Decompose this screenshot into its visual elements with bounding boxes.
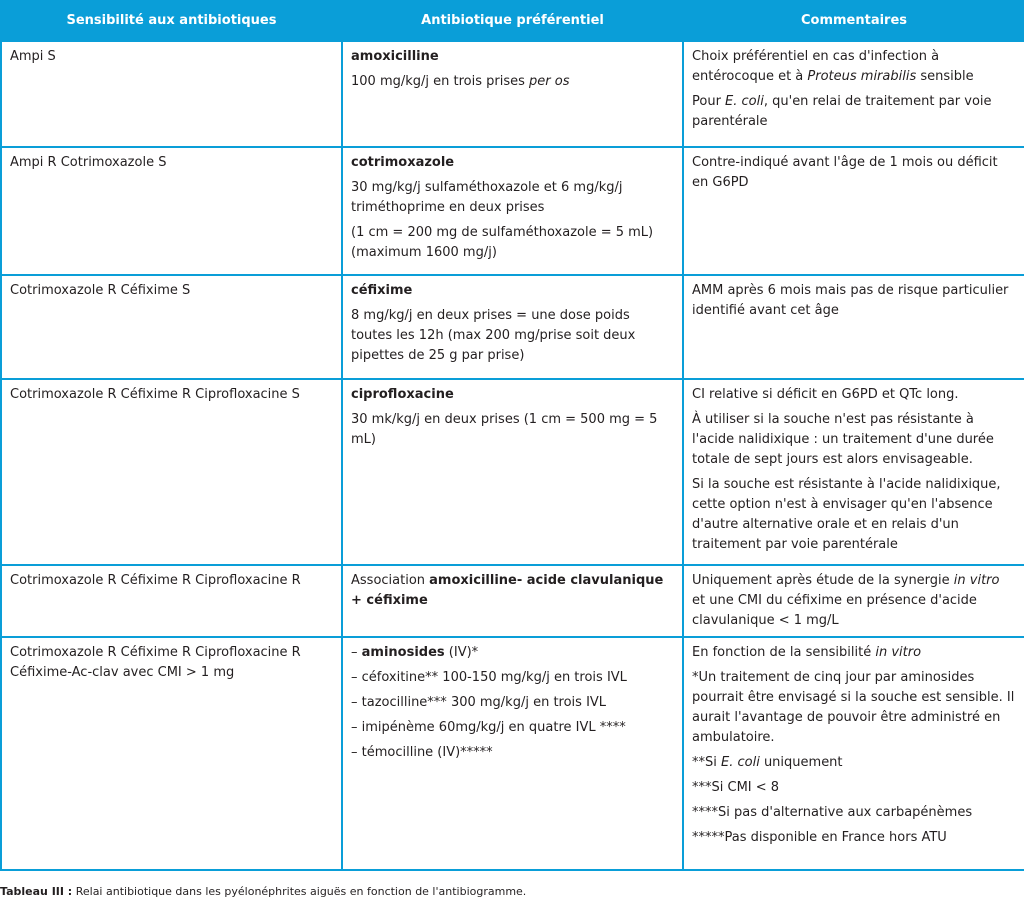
sensitivity-cell — [1, 565, 342, 637]
comment-text: CI relative si déficit en G6PD et QTc long. — [692, 387, 959, 402]
sensitivity-text: Cotrimoxazole R Céfixime R Ciprofloxacine R — [10, 573, 301, 588]
table-row — [1, 379, 1024, 565]
comment-text: *Un traitement de cinq jour par aminosides pourrait être envisagé si la souche est sensible. Il aurait l'avantage de pouvoir être administré en ambulatoire. — [692, 670, 1015, 745]
drug-name: cotrimoxazole — [351, 155, 455, 170]
table-row — [1, 637, 1024, 870]
header-comments: Commentaires — [683, 1, 1024, 41]
drug-list-item: – tazocilline*** 300 mg/kg/j en trois IVL — [351, 695, 607, 710]
comment-text: Uniquement après étude de la synergie in vitro et une CMI du céfixime en présence d'acide clavulanique < 1 mg/L — [692, 573, 1000, 628]
dose-text: (1 cm = 200 mg de sulfaméthoxazole = 5 mL) (maximum 1600 mg/j) — [351, 225, 654, 260]
comment-text: ****Si pas d'alternative aux carbapénèmes — [692, 805, 973, 820]
dose-text: 30 mk/kg/j en deux prises (1 cm = 500 mg = 5 mL) — [351, 412, 658, 447]
drug-name: céfixime — [351, 283, 413, 298]
sensitivity-text: Cotrimoxazole R Céfixime S — [10, 283, 191, 298]
sensitivity-text: Ampi R Cotrimoxazole S — [10, 155, 167, 170]
comment-text: Choix préférentiel en cas d'infection à entérocoque et à Proteus mirabilis sensible — [692, 49, 974, 84]
sensitivity-cell — [1, 637, 342, 870]
dose-text: 100 mg/kg/j en trois prises per os — [351, 74, 570, 89]
table-caption — [0, 885, 526, 899]
table-header-row — [1, 1, 1024, 41]
antibiotic-cell — [342, 565, 683, 637]
dose-text: 30 mg/kg/j sulfaméthoxazole et 6 mg/kg/j triméthoprime en deux prises — [351, 180, 623, 215]
header-sensitivity: Sensibilité aux antibiotiques — [1, 1, 342, 41]
antibiotic-cell — [342, 41, 683, 147]
drug-list-item: – céfoxitine** 100-150 mg/kg/j en trois IVL — [351, 670, 627, 685]
comment-text: À utiliser si la souche n'est pas résistante à l'acide nalidixique : un traitement d'une durée totale de sept jours est alors envisageable. — [692, 412, 994, 467]
drug-name: amoxicilline- acide clavulanique + céfixime — [351, 573, 664, 608]
dose-text: 8 mg/kg/j en deux prises = une dose poids toutes les 12h (max 200 mg/prise soit deux pipettes de 25 g par prise) — [351, 308, 636, 363]
comment-cell — [683, 41, 1024, 147]
drug-list-item: – aminosides (IV)* — [351, 645, 479, 660]
comment-text: En fonction de la sensibilité in vitro — [692, 645, 922, 660]
comment-text: Si la souche est résistante à l'acide nalidixique, cette option n'est à envisager qu'en l'absence d'autre alternative orale et en relais d'un traitement par voie parentérale — [692, 477, 1001, 552]
caption-text: Relai antibiotique dans les pyélonéphrites aiguës en fonction de l'antibiogramme. — [72, 885, 527, 898]
sensitivity-text: Cotrimoxazole R Céfixime R Ciprofloxacine S — [10, 387, 300, 402]
table-row — [1, 41, 1024, 147]
drug-list-item: – imipénème 60mg/kg/j en quatre IVL **** — [351, 720, 626, 735]
antibiotic-cell — [342, 275, 683, 379]
table-row — [1, 275, 1024, 379]
comment-cell — [683, 379, 1024, 565]
comment-text: ***Si CMI < 8 — [692, 780, 780, 795]
comment-text: AMM après 6 mois mais pas de risque particulier identifié avant cet âge — [692, 283, 1009, 318]
drug-name: ciprofloxacine — [351, 387, 454, 402]
sensitivity-cell — [1, 379, 342, 565]
sensitivity-cell — [1, 275, 342, 379]
caption-label: Tableau III : — [0, 885, 73, 898]
drug-name: amoxicilline — [351, 49, 439, 64]
comment-text: **Si E. coli uniquement — [692, 755, 843, 770]
antibiotic-cell — [342, 379, 683, 565]
sensitivity-cell — [1, 147, 342, 275]
drug-text: Association amoxicilline- acide clavulanique + céfixime — [351, 573, 664, 608]
sensitivity-text: Ampi S — [10, 49, 56, 64]
comment-cell — [683, 565, 1024, 637]
comment-cell — [683, 147, 1024, 275]
antibiotic-cell — [342, 147, 683, 275]
comment-text: Contre-indiqué avant l'âge de 1 mois ou déficit en G6PD — [692, 155, 998, 190]
comment-cell — [683, 275, 1024, 379]
table-row — [1, 565, 1024, 637]
sensitivity-text: Cotrimoxazole R Céfixime R Ciprofloxacine R Céfixime-Ac-clav avec CMI > 1 mg — [10, 645, 301, 680]
drug-list-item: – témocilline (IV)***** — [351, 745, 493, 760]
drug-name: aminosides — [361, 645, 445, 660]
comment-cell — [683, 637, 1024, 870]
comment-text: *****Pas disponible en France hors ATU — [692, 830, 947, 845]
comment-text: Pour E. coli, qu'en relai de traitement par voie parentérale — [692, 94, 992, 129]
antibiotic-cell — [342, 637, 683, 870]
table-row — [1, 147, 1024, 275]
sensitivity-cell — [1, 41, 342, 147]
header-preferred-antibiotic: Antibiotique préférentiel — [342, 1, 683, 41]
